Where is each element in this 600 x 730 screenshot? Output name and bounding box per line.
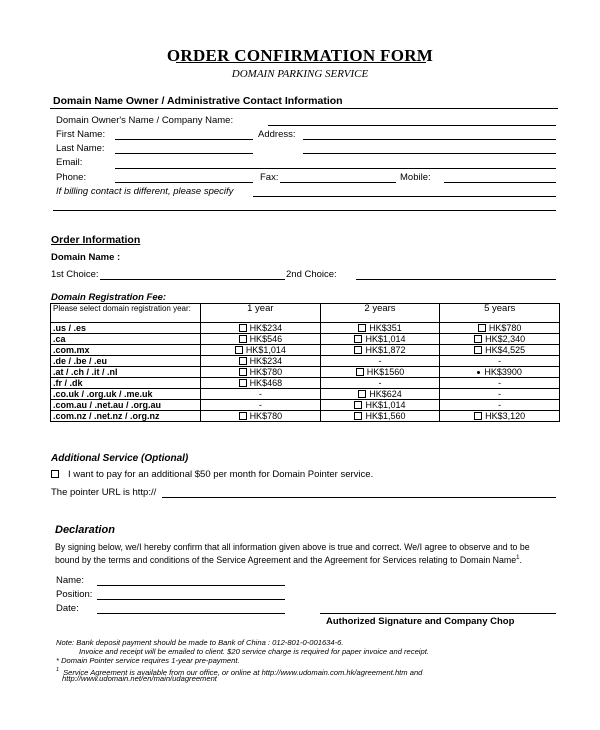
checkbox-icon[interactable] — [354, 346, 362, 354]
last-name-label: Last Name: — [56, 143, 105, 154]
checkbox-icon[interactable] — [356, 368, 364, 376]
domain-cell: .com.nz / .net.nz / .org.nz — [51, 411, 201, 422]
column-5-years: 5 years — [440, 304, 560, 323]
price-unavailable: - — [440, 389, 560, 400]
date-field[interactable] — [97, 613, 285, 614]
price-value: HK$351 — [369, 323, 402, 333]
last-name-field[interactable] — [115, 153, 253, 154]
price-option[interactable] — [320, 345, 440, 356]
price-option[interactable] — [320, 411, 440, 422]
table-row — [51, 323, 560, 334]
price-unavailable: - — [440, 356, 560, 367]
checkbox-icon[interactable] — [354, 412, 362, 420]
price-value: HK$1,872 — [365, 345, 406, 355]
owner-name-field[interactable] — [268, 125, 556, 126]
position-label: Position: — [56, 589, 93, 600]
billing-contact-field[interactable] — [253, 196, 556, 197]
price-value: HK$1560 — [366, 367, 405, 377]
column-1-year: 1 year — [201, 304, 321, 323]
checkbox-icon[interactable] — [239, 324, 247, 332]
price-value: HK$1,014 — [365, 400, 406, 410]
checkbox-icon[interactable] — [51, 470, 59, 478]
mobile-label: Mobile: — [400, 172, 431, 183]
fax-field[interactable] — [280, 182, 396, 183]
price-value: HK$780 — [249, 411, 283, 421]
note-line-2: Invoice and receipt will be emailed to client. $20 service charge is required for paper invoice and receipt. — [79, 647, 429, 656]
price-unavailable: - — [440, 378, 560, 389]
table-row — [51, 400, 560, 411]
name-label: Name: — [56, 575, 84, 586]
billing-contact-field-line2[interactable] — [53, 210, 556, 211]
fax-label: Fax: — [260, 172, 279, 183]
pointer-option-label: I want to pay for an additional $50 per month for Domain Pointer service. — [68, 469, 374, 480]
price-option[interactable] — [320, 389, 440, 400]
first-name-field[interactable] — [115, 139, 253, 140]
signature-field[interactable] — [320, 613, 556, 614]
domain-cell: .us / .es — [51, 323, 201, 334]
table-row — [51, 367, 560, 378]
contact-heading: Domain Name Owner / Administrative Contact Information — [53, 95, 343, 107]
contact-heading-rule — [50, 108, 558, 109]
domain-cell: .de / .be / .eu — [51, 356, 201, 367]
price-unavailable: - — [320, 356, 440, 367]
price-option[interactable] — [201, 367, 321, 378]
order-heading: Order Information — [51, 234, 141, 246]
domain-cell: .at / .ch / .it / .nl — [51, 367, 201, 378]
checkbox-icon[interactable] — [358, 390, 366, 398]
select-prompt: Please select domain registration year: — [51, 304, 201, 323]
price-value: HK$468 — [249, 378, 283, 388]
price-unavailable: - — [201, 389, 321, 400]
bullet-icon[interactable] — [477, 371, 480, 374]
price-option[interactable] — [440, 323, 560, 334]
pointer-url-label: The pointer URL is http:// — [51, 487, 157, 498]
price-option[interactable] — [320, 334, 440, 345]
declaration-text-line1: By signing below, we/I hereby confirm that all information given above is true and correct. We/I agree to observe and to be — [55, 542, 530, 552]
domain-cell: .com.mx — [51, 345, 201, 356]
price-value: HK$234 — [249, 356, 283, 366]
checkbox-icon[interactable] — [478, 324, 486, 332]
pointer-url-field[interactable] — [162, 497, 556, 498]
email-field[interactable] — [115, 168, 556, 169]
price-option[interactable] — [201, 334, 321, 345]
domain-name-label: Domain Name : — [51, 252, 121, 263]
table-row — [51, 411, 560, 422]
billing-contact-label: If billing contact is different, please specify — [56, 186, 234, 197]
price-option[interactable] — [201, 323, 321, 334]
checkbox-icon[interactable] — [239, 412, 247, 420]
footnote-marker: 1 — [56, 667, 60, 673]
mobile-field[interactable] — [444, 182, 556, 183]
name-field[interactable] — [97, 585, 285, 586]
address-field-line2[interactable] — [303, 153, 556, 154]
price-value: HK$624 — [369, 389, 402, 399]
address-label: Address: — [258, 129, 296, 140]
fee-heading: Domain Registration Fee: — [51, 292, 167, 303]
note-line-1: Note: Bank deposit payment should be made to Bank of China : 012-801-0-001634-6. — [56, 638, 344, 647]
fee-table — [50, 303, 560, 422]
first-choice-label: 1st Choice: — [51, 269, 99, 280]
price-value: HK$2,340 — [485, 334, 526, 344]
checkbox-icon[interactable] — [239, 335, 247, 343]
checkbox-icon[interactable] — [354, 335, 362, 343]
declaration-heading: Declaration — [55, 524, 115, 536]
form-subtitle: DOMAIN PARKING SERVICE — [231, 68, 369, 80]
price-option[interactable] — [201, 345, 321, 356]
date-label: Date: — [56, 603, 79, 614]
checkbox-icon[interactable] — [358, 324, 366, 332]
first-name-label: First Name: — [56, 129, 106, 140]
domain-cell: .co.uk / .org.uk / .me.uk — [51, 389, 201, 400]
price-value: HK$780 — [249, 367, 283, 377]
declaration-text-line2-body: bound by the terms and conditions of the Service Agreement and the Agreement for Services relating to Domain Name — [55, 554, 517, 565]
address-field[interactable] — [303, 139, 556, 140]
note-line-3: * Domain Pointer service requires 1-year pre-payment. — [56, 656, 240, 665]
first-choice-field[interactable] — [100, 279, 285, 280]
price-value: HK$546 — [249, 334, 283, 344]
domain-cell: .ca — [51, 334, 201, 345]
price-option[interactable] — [201, 378, 321, 389]
price-unavailable: - — [320, 378, 440, 389]
phone-label: Phone: — [56, 172, 87, 183]
note-line-4-text: Service Agreement is available from our office, or online at http://www.udomain.com.hk/agreement.htm and — [63, 667, 423, 677]
price-option[interactable] — [440, 334, 560, 345]
price-option[interactable] — [320, 323, 440, 334]
price-value: HK$1,014 — [365, 334, 406, 344]
footnote-ref: 1 — [516, 555, 520, 561]
price-value: HK$234 — [249, 323, 283, 333]
second-choice-label: 2nd Choice: — [286, 269, 337, 280]
email-label: Email: — [56, 157, 83, 168]
price-value: HK$1,560 — [365, 411, 406, 421]
price-value: HK$3,120 — [485, 411, 526, 421]
price-option[interactable] — [440, 411, 560, 422]
price-option[interactable] — [440, 367, 560, 378]
additional-heading: Additional Service (Optional) — [51, 453, 189, 464]
checkbox-icon[interactable] — [474, 335, 482, 343]
table-row — [51, 334, 560, 345]
price-value: HK$780 — [488, 323, 522, 333]
price-option[interactable] — [320, 400, 440, 411]
checkbox-icon[interactable] — [354, 401, 362, 409]
table-row — [51, 378, 560, 389]
phone-field[interactable] — [115, 182, 253, 183]
declaration-text-end: . — [519, 554, 522, 565]
table-row — [51, 345, 560, 356]
declaration-text-line2 — [55, 553, 565, 566]
price-option[interactable] — [201, 411, 321, 422]
title-underline — [176, 62, 426, 63]
declaration-text — [55, 542, 565, 566]
checkbox-icon[interactable] — [239, 357, 247, 365]
note-line-5: http://www.udomain.net/en/main/udagreement — [62, 674, 217, 683]
price-option[interactable] — [201, 356, 321, 367]
table-row — [51, 389, 560, 400]
fee-table-header — [51, 304, 560, 323]
price-value: HK$3900 — [484, 367, 522, 377]
signature-label: Authorized Signature and Company Chop — [326, 616, 515, 627]
table-row — [51, 356, 560, 367]
pointer-option[interactable] — [51, 469, 373, 480]
price-value: HK$4,525 — [485, 345, 526, 355]
form-title: ORDER CONFIRMATION FORM — [166, 46, 434, 65]
checkbox-icon[interactable] — [239, 368, 247, 376]
position-field[interactable] — [97, 599, 285, 600]
column-2-years: 2 years — [320, 304, 440, 323]
domain-cell: .fr / .dk — [51, 378, 201, 389]
owner-name-label: Domain Owner's Name / Company Name: — [56, 115, 234, 126]
price-unavailable: - — [440, 400, 560, 411]
second-choice-field[interactable] — [356, 279, 556, 280]
price-value: HK$1,014 — [245, 345, 286, 355]
price-option[interactable] — [320, 367, 440, 378]
checkbox-icon[interactable] — [239, 379, 247, 387]
price-option[interactable] — [440, 345, 560, 356]
checkbox-icon[interactable] — [474, 412, 482, 420]
checkbox-icon[interactable] — [474, 346, 482, 354]
checkbox-icon[interactable] — [235, 346, 243, 354]
domain-cell: .com.au / .net.au / .org.au — [51, 400, 201, 411]
price-unavailable: - — [201, 400, 321, 411]
